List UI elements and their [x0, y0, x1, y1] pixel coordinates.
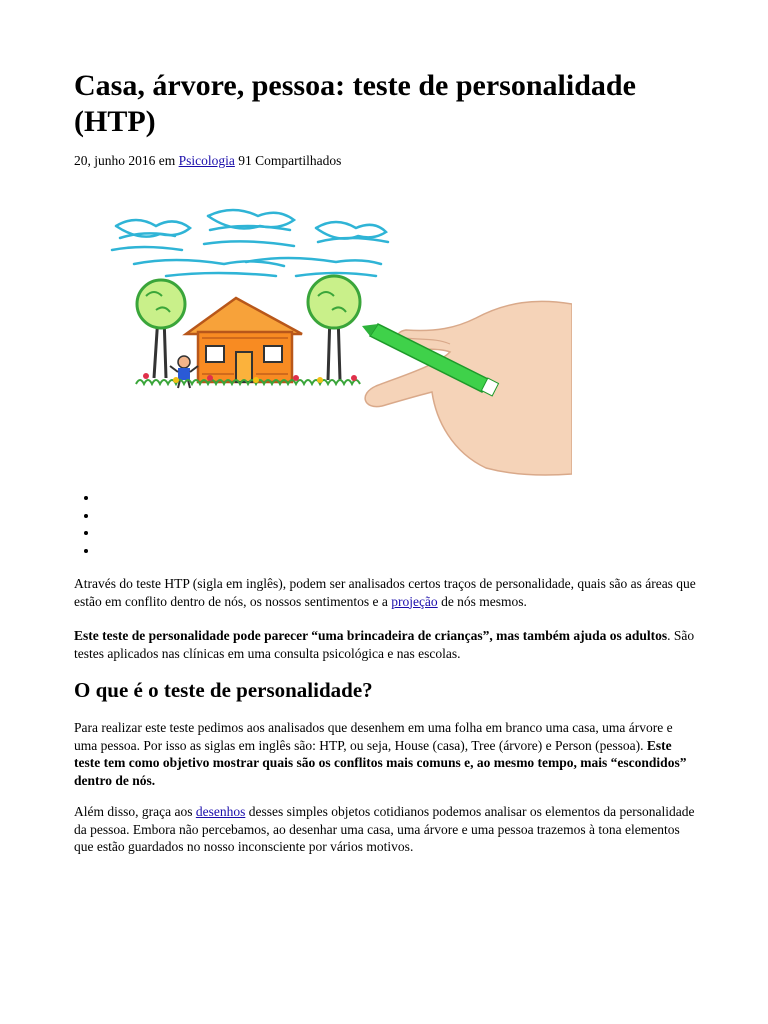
clouds-icon	[112, 210, 388, 276]
projecao-link[interactable]: projeção	[391, 593, 438, 609]
bold-statement: Este teste de personalidade pode parecer “uma brincadeira de crianças”, mas também ajuda os adultos	[74, 628, 668, 643]
section-heading: O que é o teste de personalidade?	[74, 678, 373, 702]
hand-icon	[365, 301, 572, 475]
fourth-paragraph-text: Além disso, graça aos	[74, 804, 196, 819]
child-drawing-illustration	[106, 206, 572, 476]
second-paragraph	[74, 627, 696, 662]
share-button-list	[74, 490, 99, 560]
category-link[interactable]: Psicologia	[178, 153, 235, 168]
share-count: 91 Compartilhados	[238, 153, 342, 168]
right-tree-icon	[308, 276, 360, 380]
post-date: 20, junho 2016 em	[74, 153, 176, 168]
intro-text: Através do teste HTP (sigla em inglês), podem ser analisados certos traços de personalidade, quais são as áreas que estão em conflito dentro de nós, os nossos sentimentos e a	[74, 576, 696, 609]
fourth-paragraph	[74, 803, 696, 856]
third-paragraph-bold: Este teste tem como objetivo mostrar quais são os conflitos mais comuns e, ao mesmo tempo, mais “escondidos” dentro de nós.	[74, 737, 687, 788]
third-paragraph-text: Para realizar este teste pedimos aos analisados que desenhem em uma folha em branco uma casa, uma árvore e uma pessoa. Por isso as siglas em inglês são: HTP, ou seja, House (casa), Tree (árvore) e Person (pessoa).	[74, 720, 673, 753]
house-icon	[186, 298, 302, 382]
third-paragraph	[74, 719, 696, 789]
article-meta	[74, 152, 341, 170]
intro-paragraph	[74, 575, 696, 610]
fourth-paragraph-text-end: desses simples objetos cotidianos podemos analisar os elementos da personalidade da pessoa. Embora não percebamos, ao desenhar uma casa, uma árvore e uma pessoa trazemos à tona elementos que estão guardados no nosso inconsciente por vários motivos.	[74, 804, 695, 854]
article-title: Casa, árvore, pessoa: teste de personalidade (HTP)	[74, 69, 636, 138]
desenhos-link[interactable]: desenhos	[195, 804, 246, 819]
second-paragraph-text: . São testes aplicados nas clínicas em uma consulta psicológica e nas escolas.	[74, 628, 695, 661]
hero-image	[106, 206, 572, 476]
intro-text-end: de nós mesmos.	[437, 593, 527, 609]
